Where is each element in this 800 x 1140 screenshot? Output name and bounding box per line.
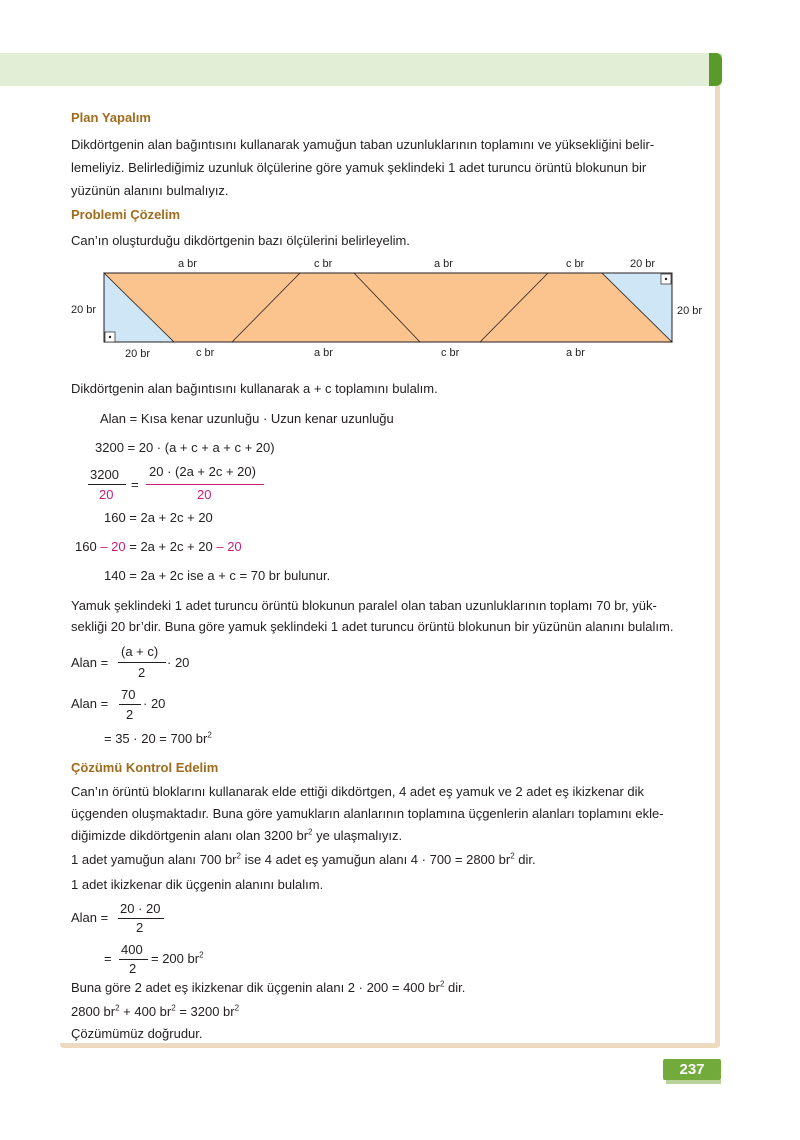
bottom-label-a-2: a br <box>566 347 585 359</box>
equation-3: 160 – 20 = 2a + 2c + 20 – 20 <box>75 539 242 554</box>
final-line: Çözümümüz doğrudur. <box>71 1026 203 1041</box>
bottom-label-c-2: c br <box>441 347 460 359</box>
area1-label: Alan = <box>71 655 109 670</box>
tri1-numerator: 20 · 20 <box>120 901 161 916</box>
area1-tail: · 20 <box>167 655 190 670</box>
para2-line-2: sekliği 20 br’dir. Buna göre yamuk şeklindeki 1 adet turuncu örüntü blokunun bir yüzünün alanını bulalım. <box>71 619 674 634</box>
orange-background <box>104 273 672 342</box>
sum-check-line: 2800 $br^2 + 400$ $br^2 = 3200$ $br^2$ <box>71 1003 240 1019</box>
triangle-total-line: Buna göre 2 adet eş ikizkenar dik üçgenin alanı 2 · 200 = 400 $br^2$ dir. <box>71 979 466 995</box>
top-label-a-2: a br <box>434 258 453 270</box>
problem-intro: Can’ın oluşturduğu dikdörtgenin bazı ölçülerini belirleyelim. <box>71 233 410 248</box>
equation-1: 3200 = 20 · (a + c + a + c + 20) <box>95 440 275 455</box>
fraction-right-numerator: 20 · (2a + 2c + 20) <box>149 464 256 479</box>
right-label-20: 20 br <box>677 305 703 317</box>
area2-tail: · 20 <box>143 696 166 711</box>
area2-denominator: 2 <box>126 707 134 722</box>
fraction-equals: = <box>131 477 139 492</box>
tri2-result: = 200 $br^2$ <box>151 950 204 966</box>
area1-numerator: (a + c) <box>121 644 159 659</box>
check-line-3: diğimizde dikdörtgenin alanı olan 3200 $br^2$ ye ulaşmalıyız. <box>71 827 403 843</box>
tri1-label: Alan = <box>71 910 109 925</box>
triangle-intro-line: 1 adet ikizkenar dik üçgenin alanını bulalım. <box>71 877 324 892</box>
top-label-20: 20 br <box>630 258 656 270</box>
bottom-label-20: 20 br <box>125 348 151 360</box>
top-label-c-2: c br <box>566 258 585 270</box>
tri2-numerator: 400 <box>121 942 143 957</box>
page-number: 237 <box>663 1059 721 1080</box>
problem-heading: Problemi Çözelim <box>71 207 181 222</box>
area2-label: Alan = <box>71 696 109 711</box>
fraction-left-bar <box>88 484 126 485</box>
area2-numerator: 70 <box>121 687 136 702</box>
fraction-left-numerator: 3200 <box>90 467 119 482</box>
right-angle-dot-right <box>665 278 667 280</box>
equation-2: 160 = 2a + 2c + 20 <box>104 510 213 525</box>
plan-heading: Plan Yapalım <box>71 110 151 125</box>
equation-4: 140 = 2a + 2c ise a + c = 70 br bulunur. <box>104 568 331 583</box>
bottom-label-a-1: a br <box>314 347 333 359</box>
right-angle-dot-left <box>109 336 111 338</box>
area-formula: Alan = Kısa kenar uzunluğu · Uzun kenar uzunluğu <box>100 411 394 426</box>
check-line-1: Can’ın örüntü bloklarını kullanarak elde ettiği dikdörtgen, 4 adet eş yamuk ve 2 adet eş ikizkenar dik <box>71 784 645 799</box>
fraction-right-bar <box>146 484 264 485</box>
fraction-left-denominator: 20 <box>99 487 114 502</box>
page-number-shadow <box>666 1080 721 1084</box>
check-heading: Çözümü Kontrol Edelim <box>71 760 219 775</box>
left-label-20: 20 br <box>71 304 97 316</box>
plan-line-2: lemeliyiz. Belirlediğimiz uzunluk ölçülerine göre yamuk şeklindeki 1 adet turuncu örüntü blokunun bir <box>71 160 647 175</box>
plan-line-1: Dikdörtgenin alan bağıntısını kullanarak yamuğun taban uzunluklarının toplamını ve yüksekliğini belir- <box>71 137 655 152</box>
trapezoid-total-line: 1 adet yamuğun alanı 700 $br^2$ ise 4 adet eş yamuğun alanı 4 · 700 = 2800 $br^2$ dir. <box>71 851 536 867</box>
area3: = 35 · 20 = 700 $br^2$ <box>104 730 212 746</box>
area1-bar <box>118 662 166 663</box>
trapezoid-rectangle-diagram <box>0 0 800 380</box>
frame-bottom-border <box>60 1043 720 1048</box>
tri1-bar <box>118 918 164 919</box>
tri1-denominator: 2 <box>136 920 144 935</box>
area2-bar <box>119 704 141 705</box>
tri2-equals: = <box>104 951 112 966</box>
tri2-bar <box>119 959 148 960</box>
plan-line-3: yüzünün alanını bulmalıyız. <box>71 183 229 198</box>
area1-denominator: 2 <box>138 665 146 680</box>
check-line-2: üçgenden oluşmaktadır. Buna göre yamukların alanlarının toplamına üçgenlerin alanları toplamını ekle- <box>71 806 664 821</box>
top-label-c-1: c br <box>314 258 333 270</box>
bottom-label-c-1: c br <box>196 347 215 359</box>
para2-line-1: Yamuk şeklindeki 1 adet turuncu örüntü blokunun paralel olan taban uzunluklarının toplamı 70 br, yük- <box>71 598 657 613</box>
fraction-right-denominator: 20 <box>197 487 212 502</box>
top-label-a-1: a br <box>178 258 197 270</box>
tri2-denominator: 2 <box>129 961 137 976</box>
sum-intro: Dikdörtgenin alan bağıntısını kullanarak a + c toplamını bulalım. <box>71 381 438 396</box>
